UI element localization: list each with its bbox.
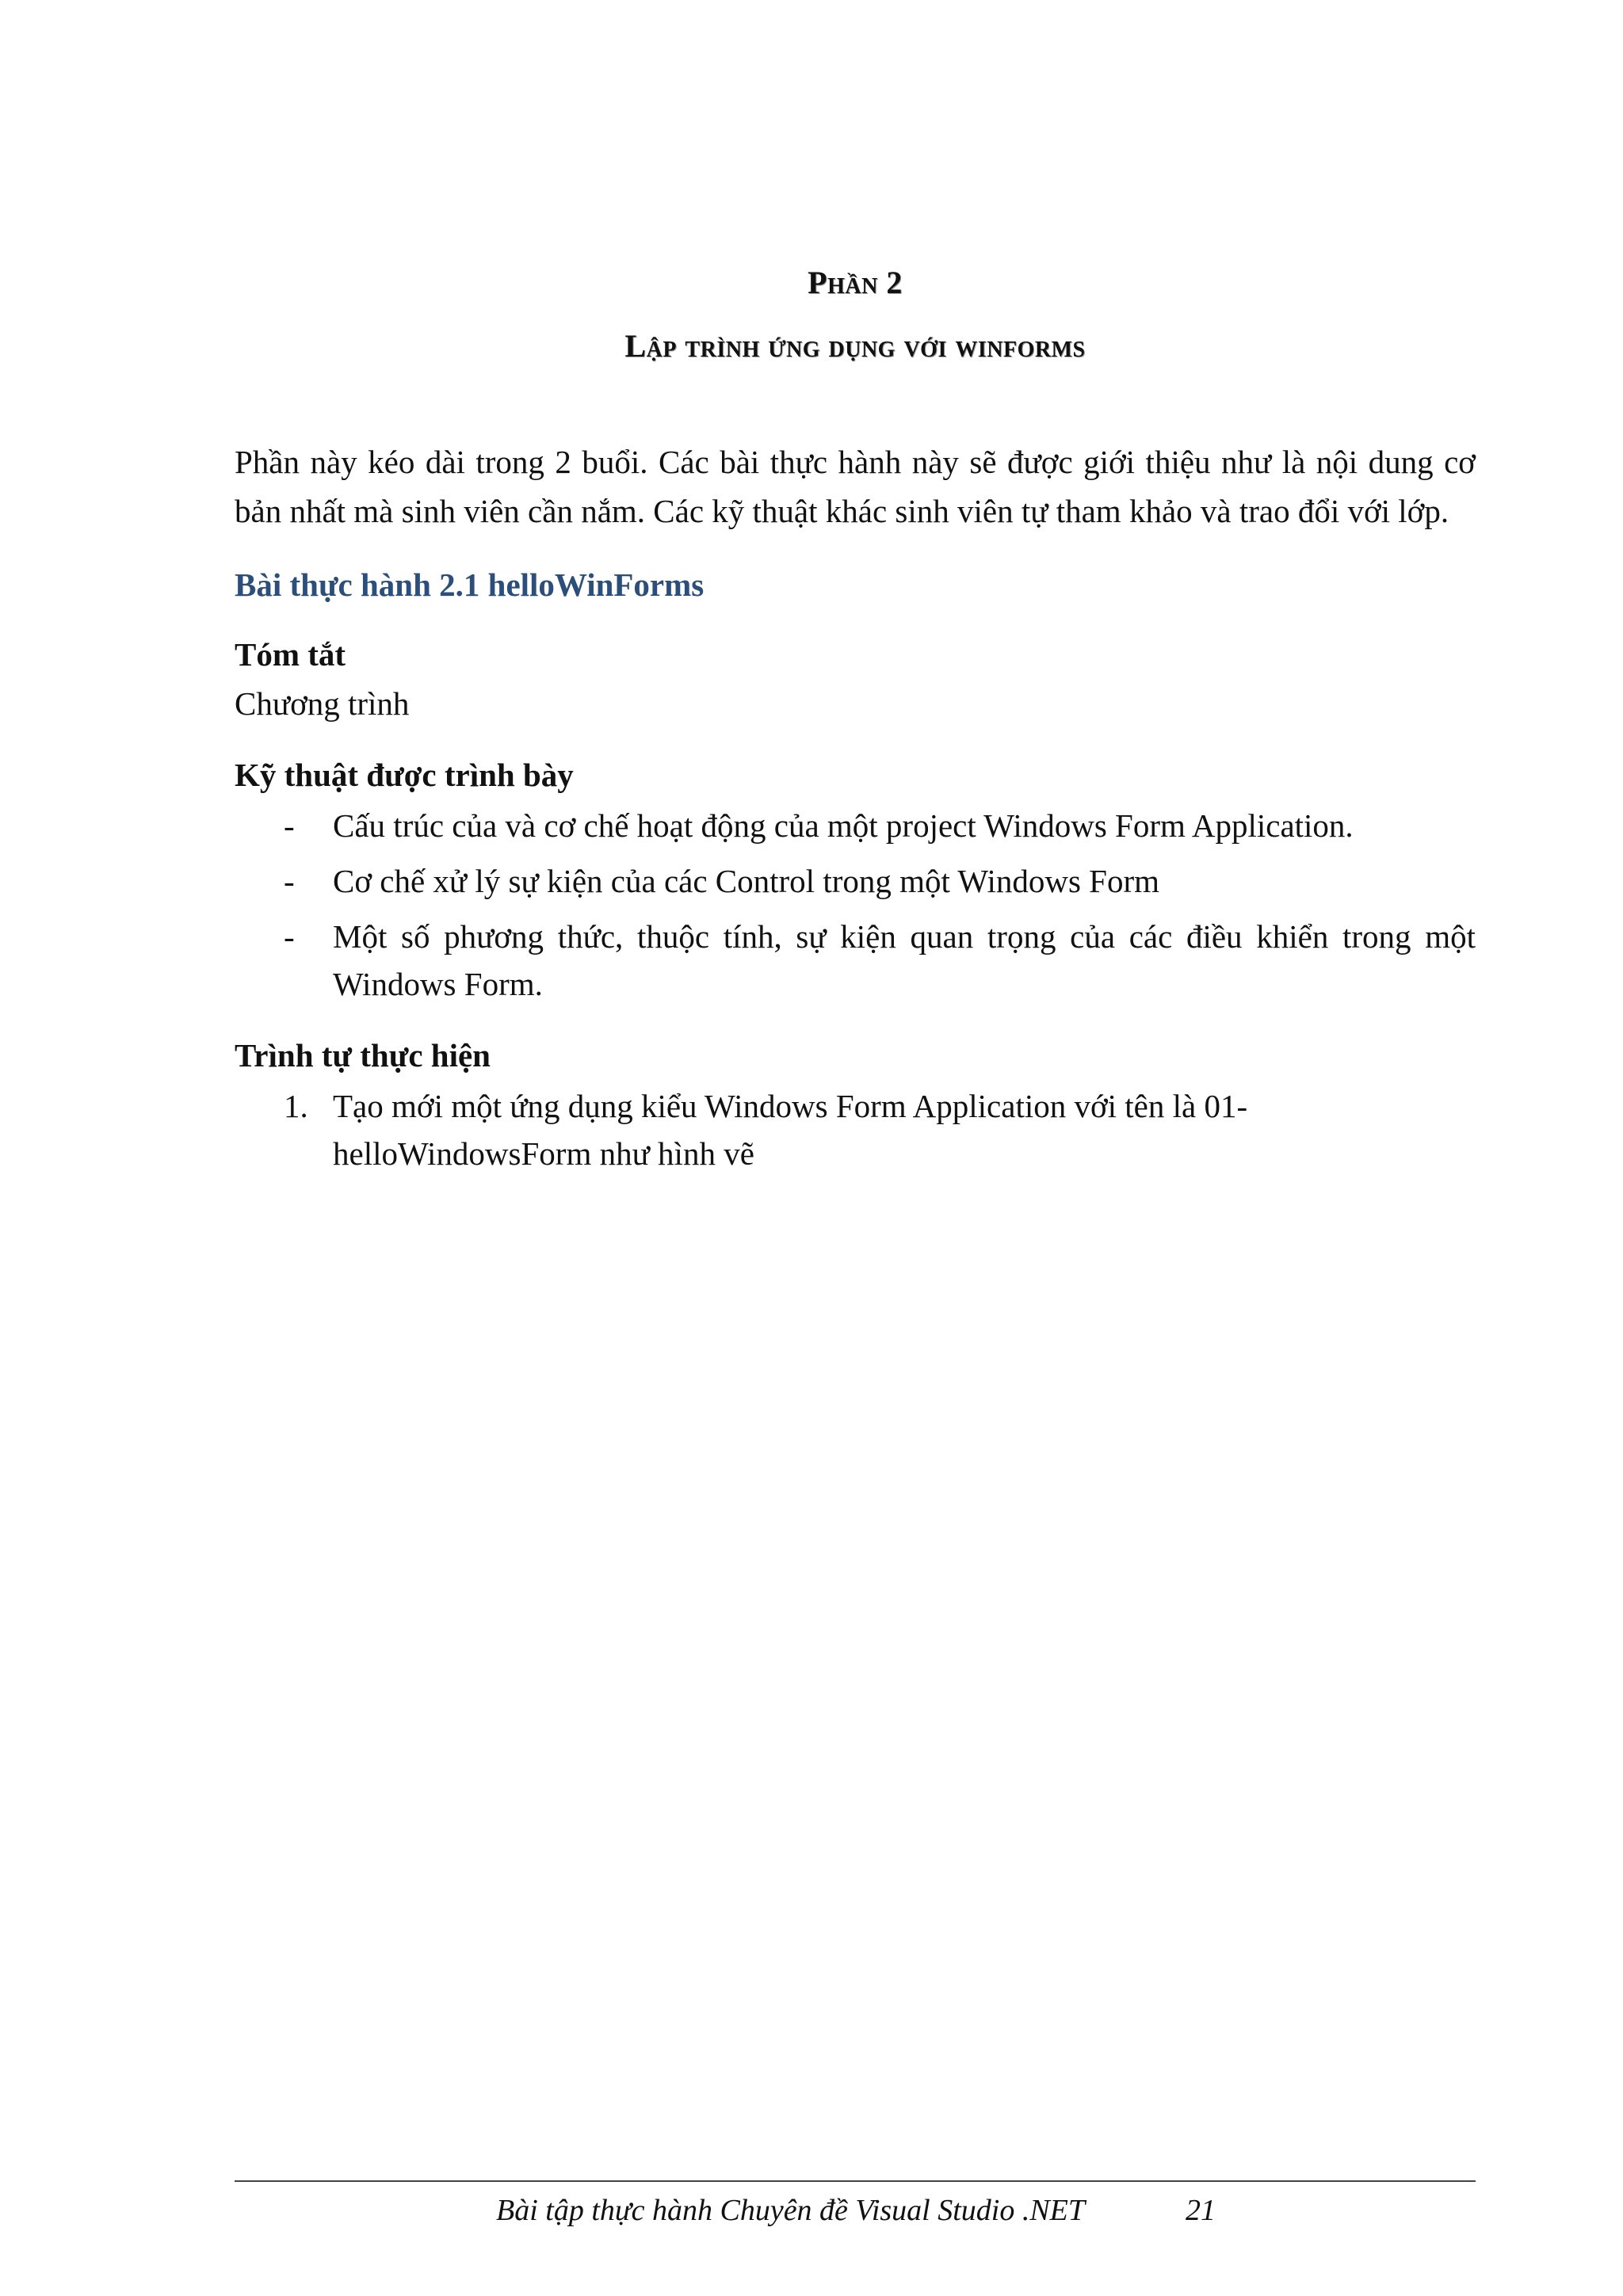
list-item <box>235 913 1476 1008</box>
part-title: Phần 2 <box>808 265 903 300</box>
list-item <box>235 857 1476 905</box>
summary-heading: Tóm tắt <box>235 636 346 673</box>
footer-divider <box>235 2180 1476 2182</box>
page-number: 21 <box>1186 2194 1216 2227</box>
steps-heading: Trình tự thực hiện <box>235 1037 491 1074</box>
summary-text: Chương trình <box>235 685 410 722</box>
exercise-title: Bài thực hành 2.1 helloWinForms <box>235 566 705 603</box>
number-marker: 1. <box>284 1088 308 1124</box>
techniques-heading: Kỹ thuật được trình bày <box>235 757 574 793</box>
dash-marker: - <box>284 807 295 844</box>
technique-text: Cấu trúc của và cơ chế hoạt động của một project Windows Form Application. <box>333 807 1354 844</box>
list-item <box>235 802 1476 849</box>
techniques-list <box>235 802 1476 1008</box>
page-content <box>235 261 1476 1185</box>
technique-text: Cơ chế xử lý sự kiện của các Control trong một Windows Form <box>333 863 1160 899</box>
list-item <box>235 1082 1476 1177</box>
dash-marker: - <box>284 918 295 955</box>
technique-text: Một số phương thức, thuộc tính, sự kiện quan trọng của các điều khiển trong một Windows Form. <box>333 918 1476 1002</box>
footer-title: Bài tập thực hành Chuyên đề Visual Studio .NET <box>496 2194 1086 2227</box>
steps-list <box>235 1082 1476 1177</box>
part-subtitle: Lập trình ứng dụng với winforms <box>624 328 1086 364</box>
dash-marker: - <box>284 863 295 899</box>
intro-paragraph: Phần này kéo dài trong 2 buổi. Các bài thực hành này sẽ được giới thiệu như là nội dung cơ bản nhất mà sinh viên cần nắm. Các kỹ thuật khác sinh viên tự tham khảo và trao đổi với lớp. <box>235 444 1476 529</box>
step-text: Tạo mới một ứng dụng kiểu Windows Form Application với tên là 01-helloWindowsForm như hình vẽ <box>333 1088 1248 1172</box>
